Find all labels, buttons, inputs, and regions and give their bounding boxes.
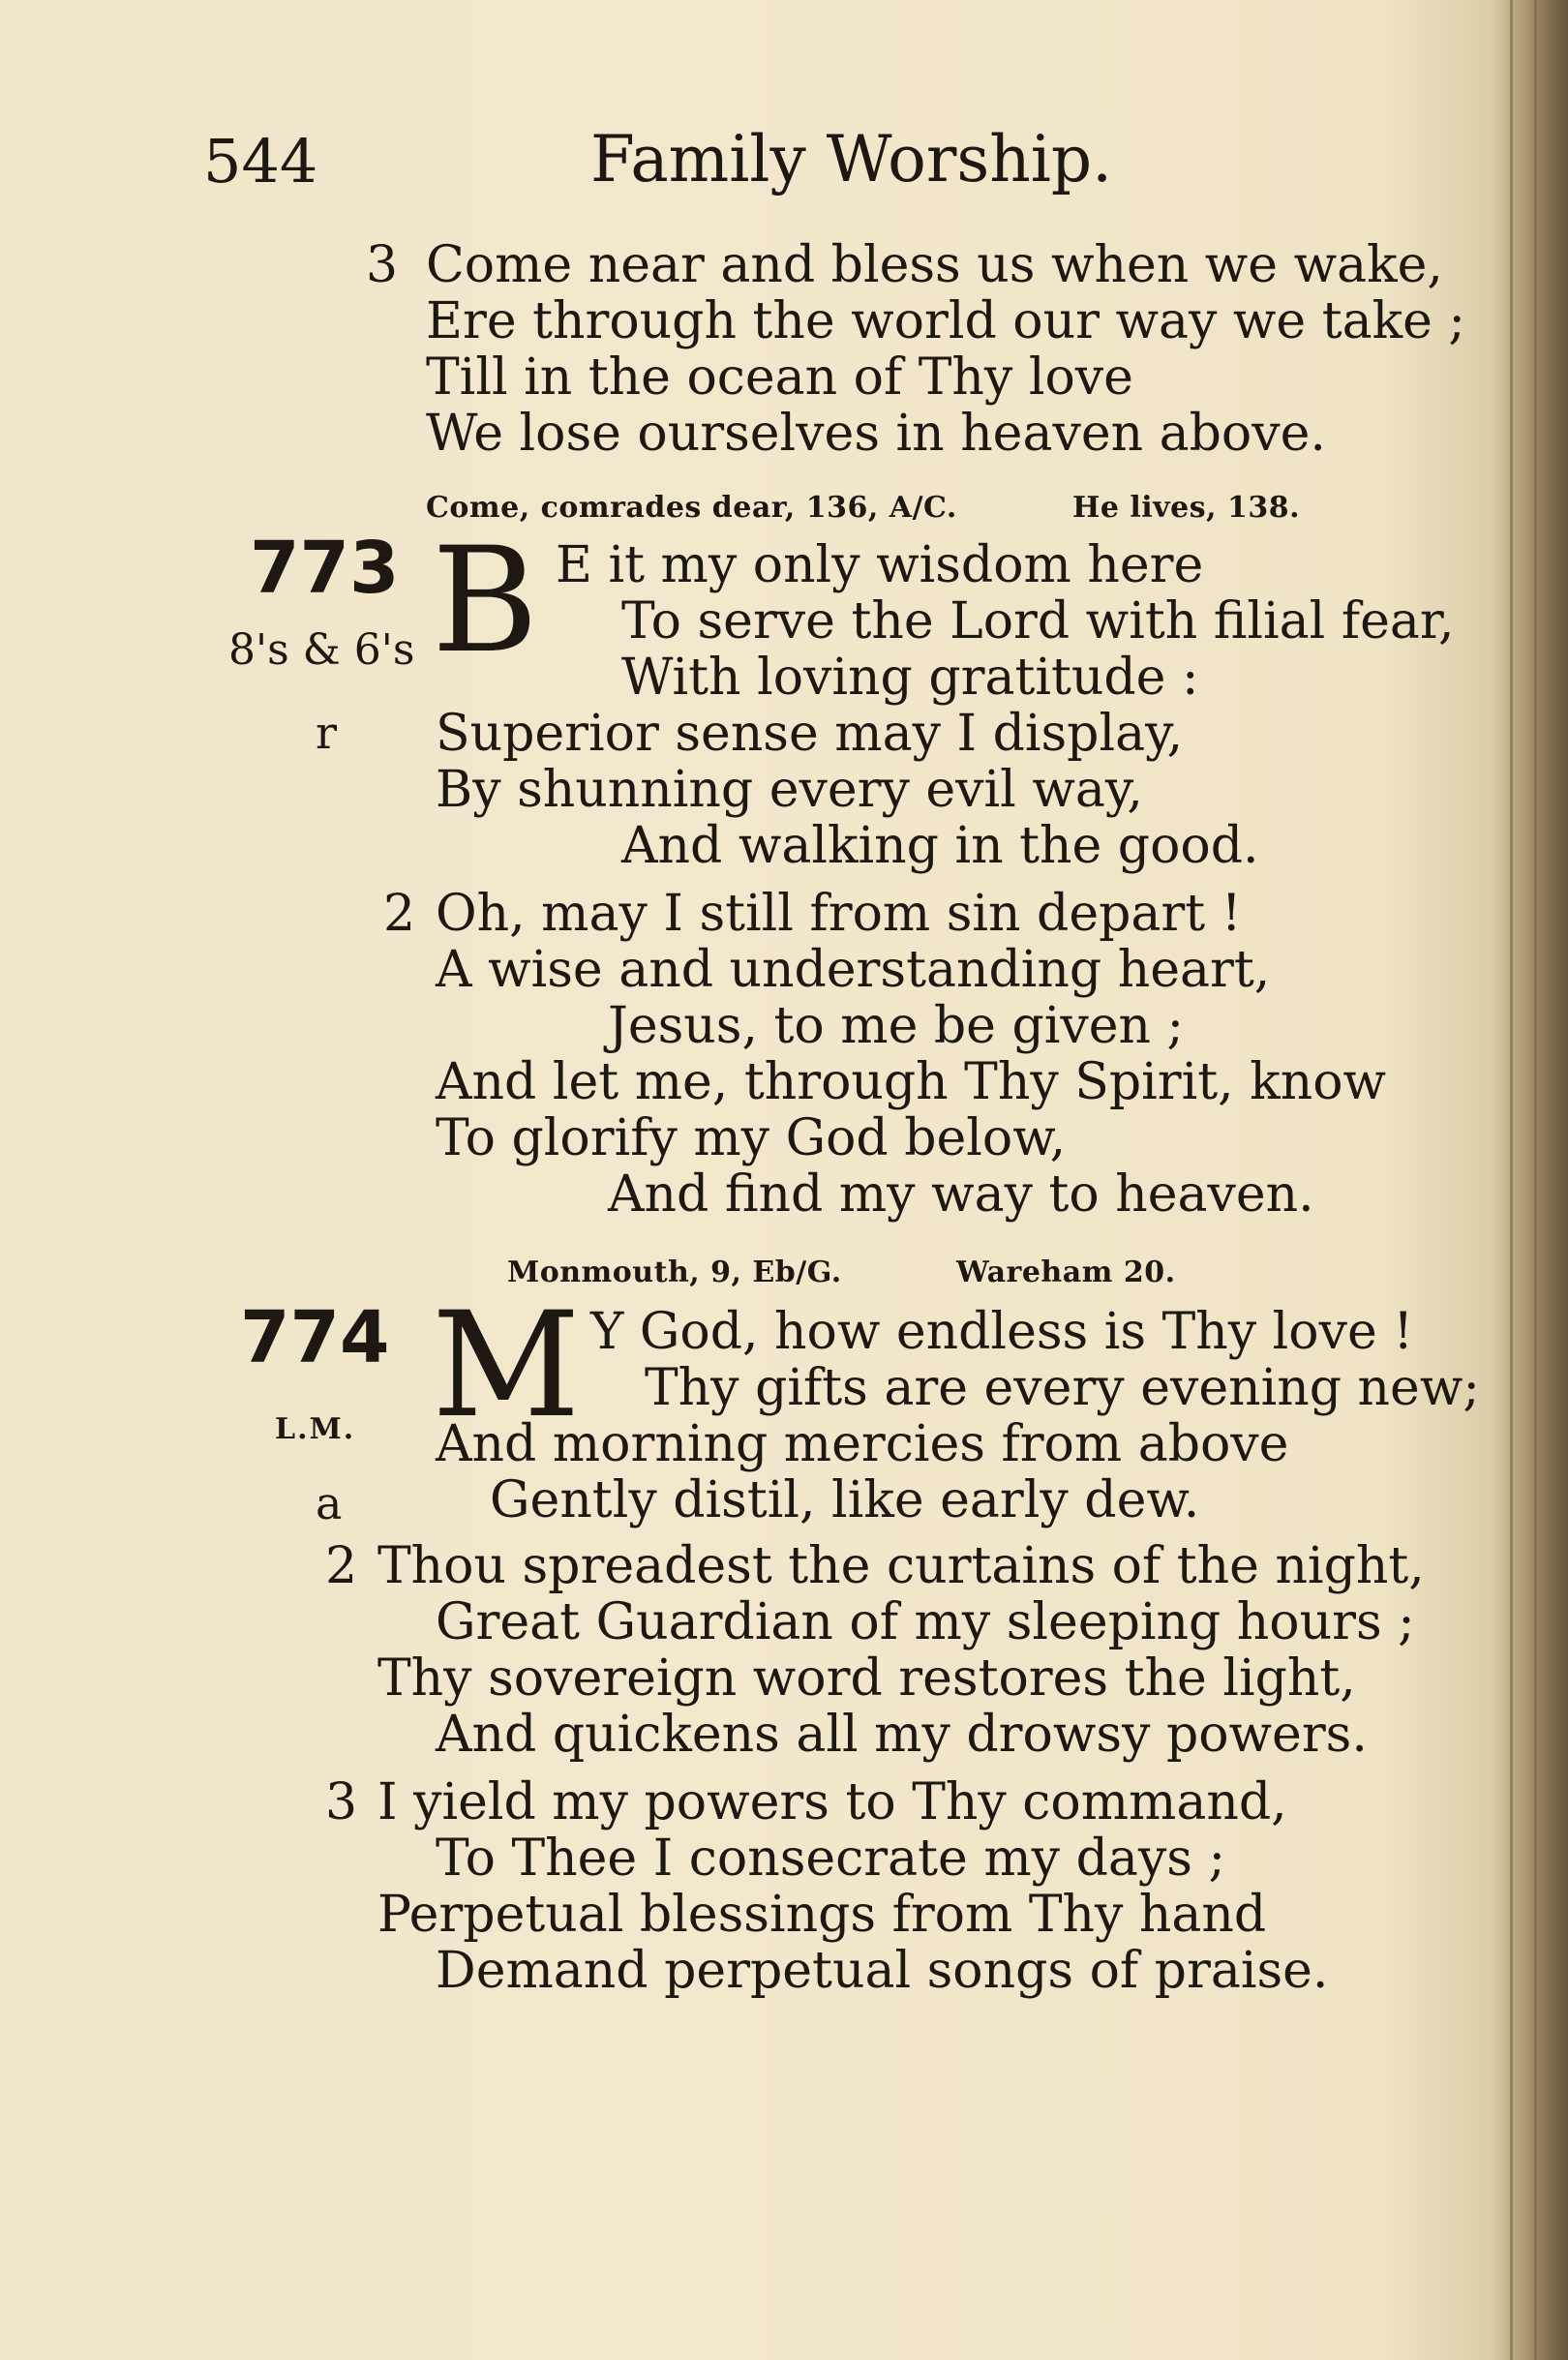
- hymn-line: Thy sovereign word restores the light,: [377, 1649, 1356, 1708]
- tune-reference: Come, comrades dear, 136, A/C.: [426, 491, 957, 525]
- verse-number: 2: [325, 1537, 358, 1595]
- verse-number: 3: [325, 1773, 358, 1831]
- tune-reference: Monmouth, 9, Eb/G.: [507, 1256, 842, 1289]
- page-title: Family Worship.: [590, 122, 1113, 197]
- hymn-line: To serve the Lord with filial fear,: [621, 592, 1455, 651]
- hymn-line: And let me, through Thy Spirit, know: [436, 1053, 1387, 1111]
- hymn-line: Ere through the world our way we take ;: [426, 292, 1465, 350]
- hymn-line: E it my only wisdom here: [556, 536, 1204, 594]
- hymn-line: Great Guardian of my sleeping hours ;: [436, 1593, 1415, 1651]
- hymn-line: I yield my powers to Thy command,: [377, 1773, 1287, 1831]
- verse-number: 3: [366, 236, 399, 294]
- tune-reference: He lives, 138.: [1072, 491, 1301, 525]
- page-number: 544: [203, 126, 318, 197]
- page-edge-line: [1534, 0, 1537, 2360]
- hymn-line: We lose ourselves in heaven above.: [426, 405, 1326, 463]
- tempo-mark: r: [316, 707, 337, 759]
- hymn-line: Thy gifts are every evening new;: [645, 1359, 1480, 1417]
- hymn-line: Perpetual blessings from Thy hand: [377, 1886, 1267, 1944]
- hymn-line: Thou spreadest the curtains of the night,: [377, 1537, 1425, 1595]
- hymn-line: And find my way to heaven.: [608, 1165, 1314, 1224]
- verse-number: 2: [383, 885, 416, 943]
- hymn-meter: 8's & 6's: [228, 625, 415, 675]
- hymn-line: Come near and bless us when we wake,: [426, 236, 1443, 294]
- hymn-line: Superior sense may I display,: [436, 705, 1184, 763]
- hymn-number: 773: [250, 527, 400, 610]
- hymn-line: Demand perpetual songs of praise.: [436, 1942, 1329, 2000]
- tune-reference: Wareham 20.: [956, 1256, 1176, 1289]
- hymn-line: Till in the ocean of Thy love: [426, 348, 1133, 407]
- hymn-line: And morning mercies from above: [436, 1415, 1289, 1473]
- hymn-line: Oh, may I still from sin depart !: [436, 885, 1242, 943]
- drop-cap: B: [432, 517, 539, 685]
- hymn-line: And walking in the good.: [621, 817, 1259, 875]
- hymn-line: Gently distil, like early dew.: [490, 1471, 1200, 1529]
- hymn-line: To Thee I consecrate my days ;: [436, 1830, 1225, 1888]
- tempo-mark: a: [316, 1477, 343, 1529]
- hymn-line: By shunning every evil way,: [436, 761, 1143, 819]
- hymn-number: 774: [240, 1296, 390, 1379]
- hymn-line: To glorify my God below,: [436, 1109, 1067, 1167]
- hymn-line: Jesus, to me be given ;: [608, 997, 1185, 1055]
- hymn-line: With loving gratitude :: [621, 649, 1199, 707]
- page-edge-line: [1510, 0, 1513, 2360]
- hymn-line: A wise and understanding heart,: [436, 941, 1271, 999]
- hymn-line: And quickens all my drowsy powers.: [436, 1706, 1368, 1764]
- drop-cap: M: [432, 1282, 581, 1450]
- hymn-meter: L.M.: [275, 1412, 356, 1446]
- hymn-line: Y God, how endless is Thy love !: [590, 1303, 1414, 1361]
